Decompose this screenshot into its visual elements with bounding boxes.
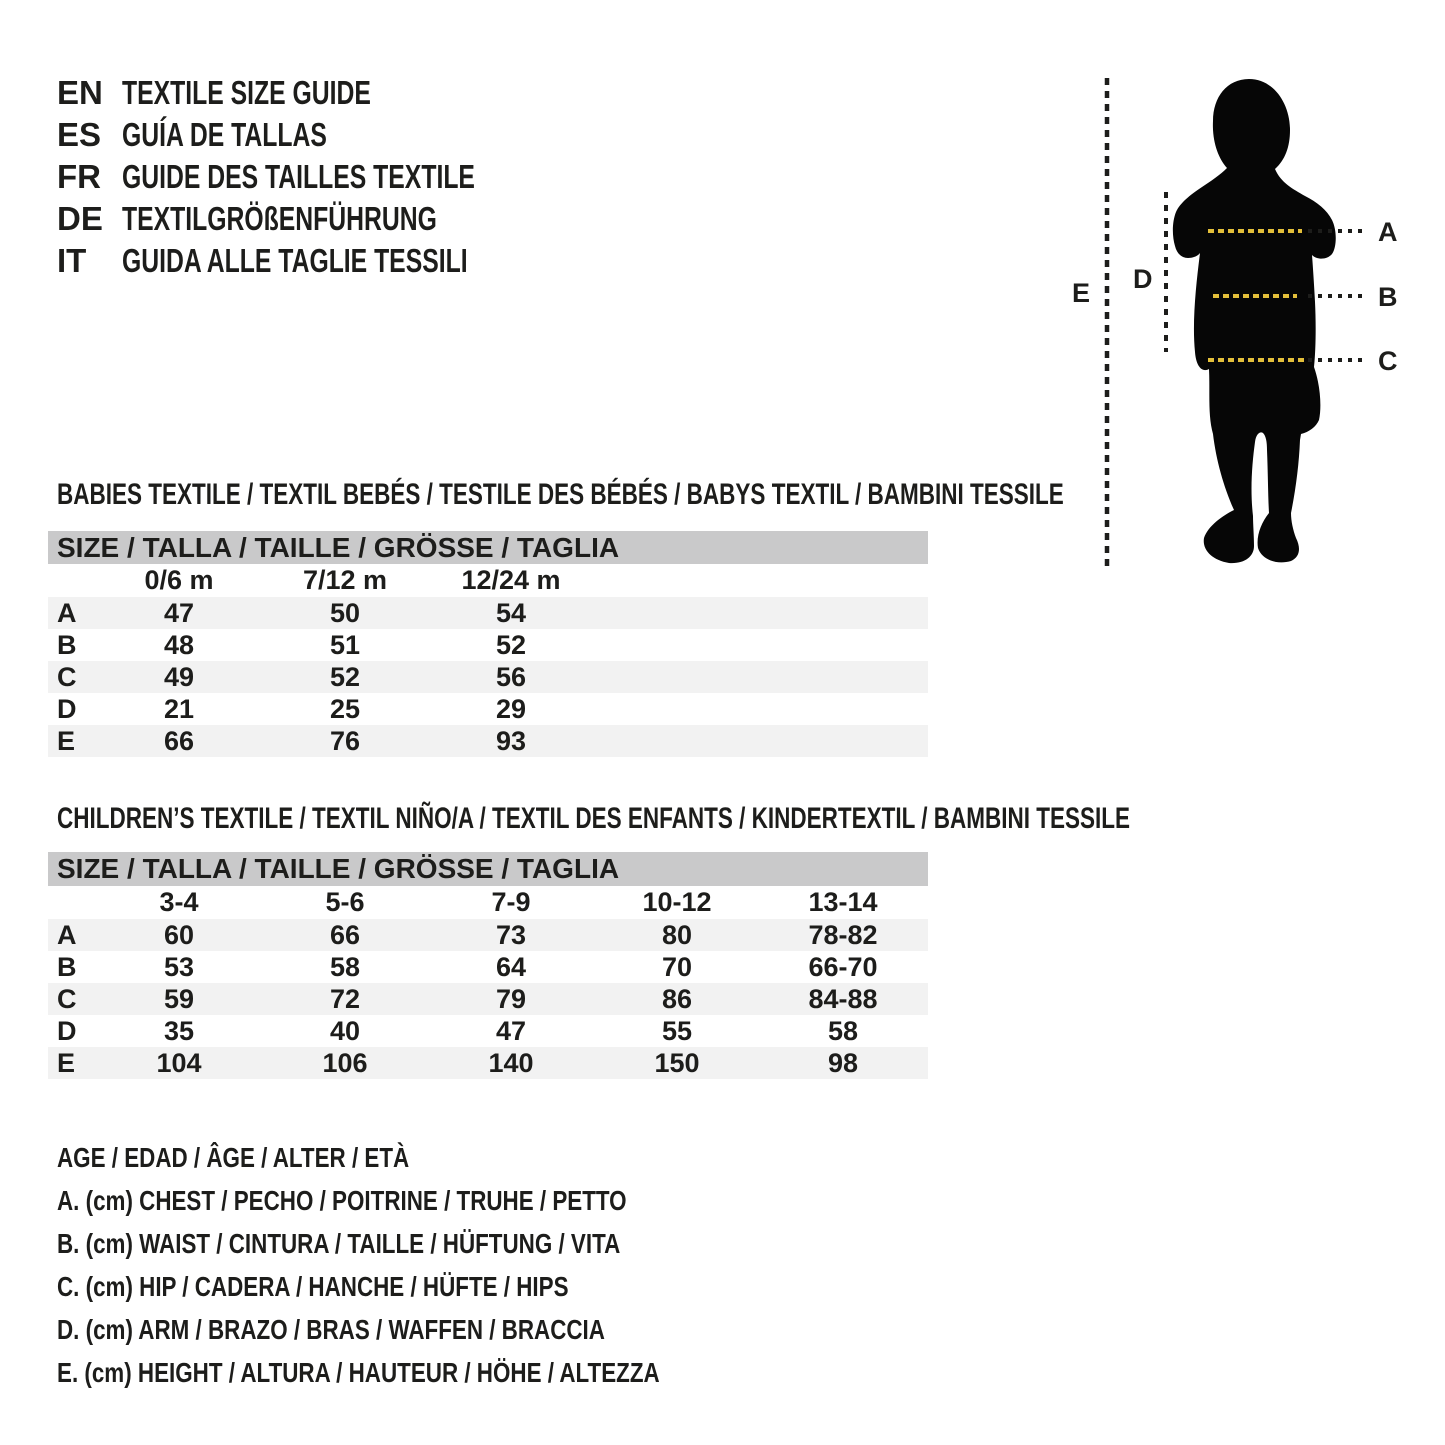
babies-section-heading <box>57 480 1399 510</box>
marker-label-a: A <box>1378 217 1398 247</box>
babies-col-12-24m: 12/24 m <box>461 565 561 595</box>
table-row <box>48 629 928 661</box>
cell-value: 29 <box>495 693 527 724</box>
measurement-figure <box>1050 60 1445 600</box>
table-row <box>48 951 928 983</box>
guide-title: GUÍA DE TALLAS <box>122 116 327 153</box>
table-row <box>48 725 928 757</box>
children-col-7-9: 7-9 <box>491 887 531 917</box>
legend-age-line <box>57 1136 810 1179</box>
cell-value: 40 <box>329 1015 361 1046</box>
cell-value: 47 <box>495 1015 527 1046</box>
row-label: A <box>57 919 77 950</box>
babies-size-header-bar <box>48 531 928 564</box>
cell-value: 59 <box>163 983 195 1014</box>
babies-heading-text: BABIES TEXTILE / TEXTIL BEBÉS / TESTILE DES BÉBÉS / BABYS TEXTIL / BAMBINI TESSILE <box>57 478 1064 511</box>
cell-value: 76 <box>329 725 361 756</box>
cell-value: 66 <box>329 919 361 950</box>
guide-title: GUIDA ALLE TAGLIE TESSILI <box>122 242 468 279</box>
babies-size-header-text: SIZE / TALLA / TAILLE / GRÖSSE / TAGLIA <box>57 531 620 563</box>
babies-age-header-row <box>48 564 928 597</box>
cell-value: 58 <box>329 951 361 982</box>
row-label: D <box>57 1015 77 1046</box>
cell-value: 21 <box>163 693 195 724</box>
cell-value: 140 <box>488 1047 534 1078</box>
language-code: FR <box>57 158 101 195</box>
cell-value: 47 <box>163 597 195 628</box>
cell-value: 78-82 <box>808 919 878 950</box>
legend-height-line <box>57 1351 810 1394</box>
legend-hip-line <box>57 1265 810 1308</box>
cell-value: 66 <box>163 725 195 756</box>
legend-arm-text: D. (cm) ARM / BRAZO / BRAS / WAFFEN / BRACCIA <box>57 1313 605 1345</box>
cell-value: 52 <box>329 661 361 692</box>
marker-label-b: B <box>1378 282 1398 312</box>
language-code: IT <box>57 242 87 279</box>
title-row-en <box>57 72 593 114</box>
marker-label-e: E <box>1072 278 1091 308</box>
cell-value: 84-88 <box>808 983 878 1014</box>
cell-value: 72 <box>329 983 361 1014</box>
child-silhouette-diagram <box>1050 60 1445 600</box>
table-row <box>48 1015 928 1047</box>
cell-value: 86 <box>661 983 693 1014</box>
row-label: A <box>57 597 77 628</box>
legend-height-text: E. (cm) HEIGHT / ALTURA / HAUTEUR / HÖHE / ALTEZZA <box>57 1356 660 1388</box>
children-section-heading <box>57 804 1445 834</box>
table-row <box>48 597 928 629</box>
children-col-10-12: 10-12 <box>642 887 712 917</box>
legend-waist-line <box>57 1222 810 1265</box>
cell-value: 54 <box>495 597 527 628</box>
cell-value: 64 <box>495 951 527 982</box>
cell-value: 55 <box>661 1015 693 1046</box>
title-row-it <box>57 240 593 282</box>
guide-title: TEXTILE SIZE GUIDE <box>122 74 371 111</box>
language-code: EN <box>57 74 103 111</box>
cell-value: 50 <box>329 597 361 628</box>
guide-title: GUIDE DES TAILLES TEXTILE <box>122 158 475 195</box>
measurement-legend <box>57 1136 810 1394</box>
row-label: B <box>57 629 77 660</box>
cell-value: 49 <box>163 661 195 692</box>
children-col-5-6: 5-6 <box>325 887 365 917</box>
cell-value: 104 <box>156 1047 202 1078</box>
legend-arm-line <box>57 1308 810 1351</box>
table-row <box>48 983 928 1015</box>
cell-value: 60 <box>163 919 195 950</box>
cell-value: 73 <box>495 919 527 950</box>
row-label: C <box>57 661 77 692</box>
row-label: D <box>57 693 77 724</box>
cell-value: 35 <box>163 1015 195 1046</box>
title-row-es <box>57 114 593 156</box>
legend-waist-text: B. (cm) WAIST / CINTURA / TAILLE / HÜFTUNG / VITA <box>57 1227 621 1259</box>
title-row-de <box>57 198 593 240</box>
row-label: B <box>57 951 77 982</box>
babies-col-7-12m: 7/12 m <box>302 565 388 595</box>
cell-value: 70 <box>661 951 693 982</box>
children-heading-text: CHILDREN’S TEXTILE / TEXTIL NIÑO/A / TEXTIL DES ENFANTS / KINDERTEXTIL / BAMBINI TESSILE <box>57 802 1131 835</box>
cell-value: 150 <box>654 1047 700 1078</box>
cell-value: 80 <box>661 919 693 950</box>
cell-value: 48 <box>163 629 195 660</box>
language-code: DE <box>57 200 103 237</box>
cell-value: 52 <box>495 629 527 660</box>
title-row-fr <box>57 156 593 198</box>
guide-title: TEXTILGRÖßENFÜHRUNG <box>122 200 437 237</box>
legend-chest-text: A. (cm) CHEST / PECHO / POITRINE / TRUHE / PETTO <box>57 1184 627 1216</box>
row-label: E <box>57 1047 76 1078</box>
cell-value: 66-70 <box>808 951 878 982</box>
children-size-header-bar <box>48 852 928 886</box>
babies-col-0-6m: 0/6 m <box>144 565 214 595</box>
table-row <box>48 693 928 725</box>
cell-value: 53 <box>163 951 195 982</box>
marker-label-c: C <box>1378 346 1398 376</box>
cell-value: 98 <box>827 1047 859 1078</box>
legend-chest-line <box>57 1179 810 1222</box>
language-code: ES <box>57 116 102 153</box>
cell-value: 79 <box>495 983 527 1014</box>
cell-value: 58 <box>827 1015 859 1046</box>
cell-value: 25 <box>329 693 361 724</box>
children-col-3-4: 3-4 <box>159 887 199 917</box>
row-label: C <box>57 983 77 1014</box>
table-row <box>48 1047 928 1079</box>
legend-hip-text: C. (cm) HIP / CADERA / HANCHE / HÜFTE / HIPS <box>57 1270 569 1302</box>
children-age-header-row <box>48 886 928 919</box>
cell-value: 56 <box>495 661 527 692</box>
children-col-13-14: 13-14 <box>808 887 878 917</box>
legend-age-text: AGE / EDAD / ÂGE / ALTER / ETÀ <box>57 1141 410 1173</box>
row-label: E <box>57 725 76 756</box>
cell-value: 106 <box>322 1047 368 1078</box>
table-row <box>48 661 928 693</box>
language-title-block <box>57 72 593 282</box>
table-row <box>48 919 928 951</box>
cell-value: 93 <box>495 725 527 756</box>
children-size-header-text: SIZE / TALLA / TAILLE / GRÖSSE / TAGLIA <box>57 853 620 884</box>
cell-value: 51 <box>329 629 361 660</box>
marker-label-d: D <box>1133 264 1153 294</box>
